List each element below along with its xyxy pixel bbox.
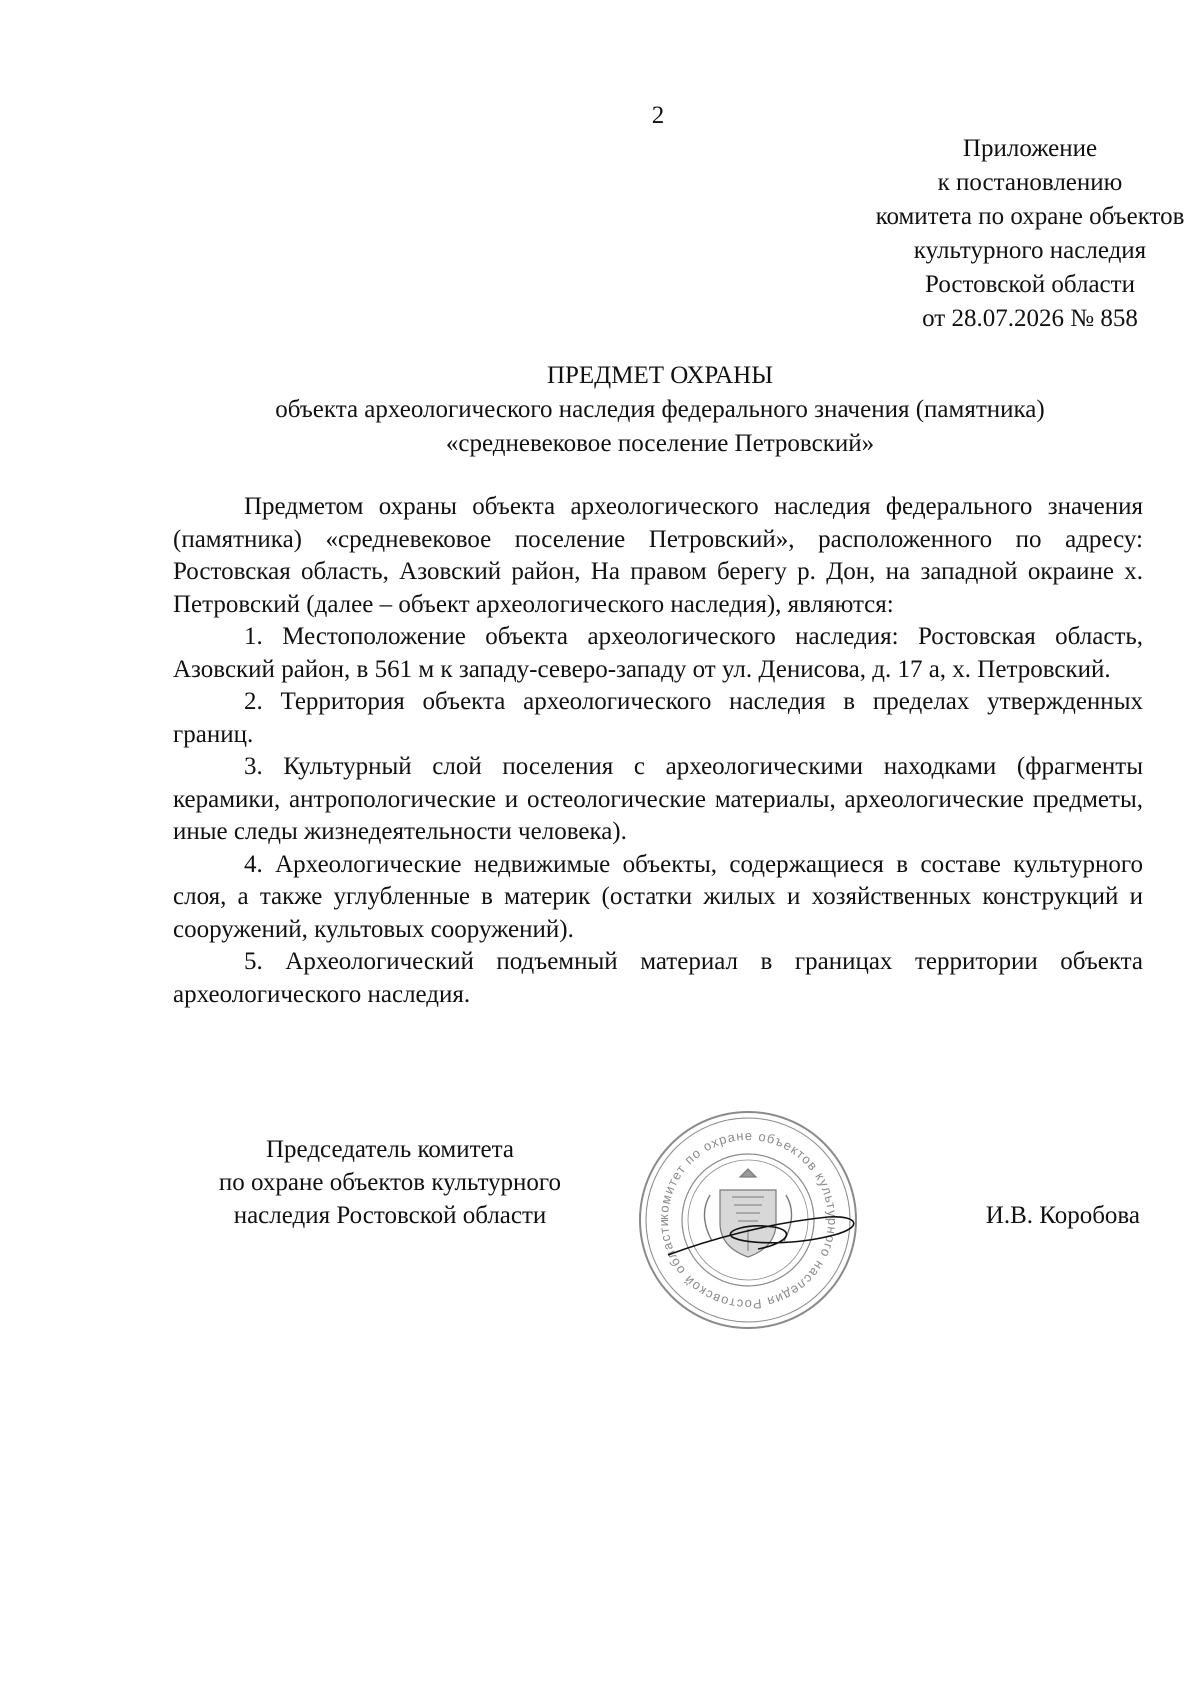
- document-body: [173, 491, 1143, 1011]
- list-item: 3. Культурный слой поселения с археологическими находками (фрагменты керамики, антропологические и остеологические материалы, археологические предметы, иные следы жизнедеятельности человека).: [173, 753, 1143, 845]
- list-item: 5. Археологический подъемный материал в границах территории объекта археологического наследия.: [173, 948, 1143, 1008]
- stamp-text: комитет по охране объектов культурного наследия Ростовской области: [655, 1127, 841, 1313]
- stamp-seal-icon: [628, 1105, 868, 1335]
- list-item: 4. Археологические недвижимые объекты, содержащиеся в составе культурного слоя, а также углубленные в материк (остатки жилых и хозяйственных конструкций и сооружений, культовых сооружений).: [173, 850, 1143, 943]
- appendix-date-number: от 28.07.2026 № 858: [922, 305, 1138, 332]
- list-item: 1. Местоположение объекта археологического наследия: Ростовская область, Азовский район, в 561 м к западу-северо-западу от ул. Денисова, д. 17 а, х. Петровский.: [173, 623, 1143, 683]
- appendix-block: [760, 132, 1200, 336]
- signatory-position-line: наследия Ростовской области: [233, 1202, 547, 1229]
- title-subject: объекта археологического наследия федерального значения (памятника): [275, 396, 1045, 423]
- official-stamp: [628, 1105, 868, 1335]
- appendix-line: Приложение: [962, 135, 1098, 162]
- page-number: 2: [651, 102, 665, 129]
- coat-of-arms-icon: [704, 1169, 791, 1257]
- appendix-line: к постановлению: [937, 169, 1123, 196]
- title-heading: ПРЕДМЕТ ОХРАНЫ: [546, 362, 774, 389]
- signatory-position: [180, 1133, 600, 1232]
- document-title: [180, 359, 1140, 461]
- appendix-line: комитета по охране объектов: [875, 203, 1185, 230]
- intro-paragraph: Предметом охраны объекта археологического наследия федерального значения (памятника) «средневековое поселение Петровский», расположенного по адресу: Ростовская область, Азовский район, На правом берегу р. Дон, на западной окраине х. Петровский (далее – объект археологического наследия), являются:: [173, 493, 1143, 618]
- appendix-line: культурного наследия: [913, 237, 1147, 264]
- title-object-name: «средневековое поселение Петровский»: [445, 430, 875, 457]
- signatory-position-line: Председатель комитета: [266, 1136, 514, 1163]
- signatory-position-line: по охране объектов культурного: [218, 1169, 562, 1196]
- signatory-name: И.В. Коробова: [985, 1202, 1140, 1229]
- list-item: 2. Территория объекта археологического наследия в пределах утвержденных границ.: [173, 688, 1143, 748]
- appendix-line: Ростовской области: [925, 271, 1135, 298]
